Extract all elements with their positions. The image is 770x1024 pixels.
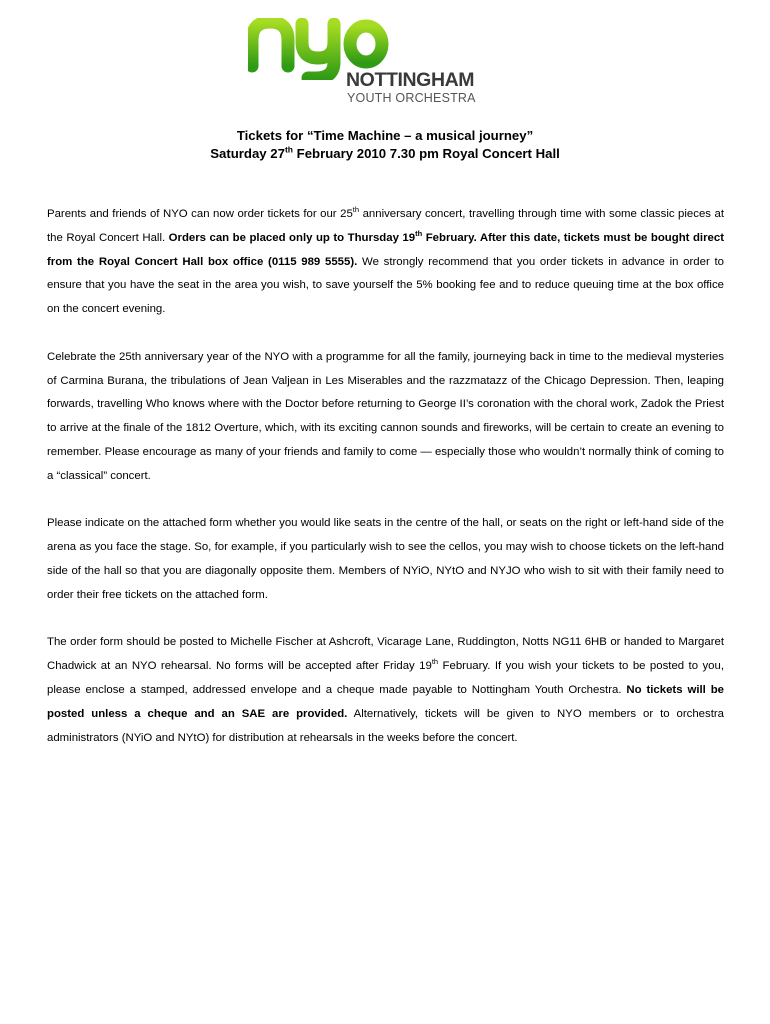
nyo-logo <box>248 18 488 106</box>
page-title: Tickets for “Time Machine – a musical journey” <box>236 128 534 143</box>
p1-deadline-b: February. After this date, tickets must be bought direct from the Royal Concert Hall box office (0115 989 5555). <box>47 231 724 268</box>
paragraph-ordering <box>47 203 724 322</box>
letter-body <box>47 203 724 774</box>
event-date-a: Saturday 27 <box>210 146 285 161</box>
logo-org-subtitle: YOUTH ORCHESTRA <box>347 91 476 105</box>
event-date-venue <box>0 146 770 161</box>
event-date-b: February 2010 7.30 pm Royal Concert Hall <box>293 146 560 161</box>
paragraph-seating: Please indicate on the attached form whether you would like seats in the centre of the hall, or seats on the right or left-hand side of the arena as you face the stage. So, for example, if you particularly wish to see the cellos, you may wish to choose tickets on the left-hand side of the hall so that you are diagonally opposite them. Members of NYiO, NYtO and NYJO who wish to sit with their family need to order their free tickets on the attached form. <box>47 517 724 601</box>
p1-deadline-a: Orders can be placed only up to Thursday 19 <box>168 231 416 244</box>
p4-text-a: The order form should be posted to Michelle Fischer at Ashcroft, Vicarage Lane, Ruddington, Notts NG11 6HB or handed to Margaret Chadwick at an NYO rehearsal. No forms will be accepted after Friday 19 <box>47 636 724 673</box>
event-date-sup: th <box>284 144 293 155</box>
logo-org-name: NOTTINGHAM <box>346 69 475 91</box>
p1-sup-2: th <box>415 228 423 238</box>
p4-sup: th <box>431 657 439 667</box>
p4-warning: No tickets will be posted unless a cheque and an SAE are provided. <box>47 683 724 720</box>
p1-text-a: Parents and friends of NYO can now order tickets for our 25 <box>47 208 353 220</box>
p4-text-b: February. If you wish your tickets to be posted to you, please enclose a stamped, addressed envelope and a cheque made payable to Nottingham Youth Orchestra. <box>47 660 724 696</box>
p1-text-b: anniversary concert, travelling through time with some classic pieces at the Royal Concert Hall. <box>47 208 724 244</box>
paragraph-programme: Celebrate the 25th anniversary year of the NYO with a programme for all the family, journeying back in time to the medieval mysteries of Carmina Burana, the tribulations of Jean Valjean in Les Miserables and the razzmatazz of the Chicago Depression. Then, leaping forwards, travelling Who knows where with the Doctor before returning to George II’s coronation with the choral work, Zadok the Priest to arrive at the finale of the 1812 Overture, which, with its exciting cannon sounds and fireworks, will be certain to create an evening to remember. Please encourage as many of your friends and family to come — especially those who wouldn’t normally think of coming to a “classical” concert. <box>47 350 724 482</box>
p1-sup-1: th <box>352 205 360 214</box>
paragraph-order-form <box>47 631 724 750</box>
p4-text-c: Alternatively, tickets will be given to NYO members or to orchestra administrators (NYiO and NYtO) for distribution at rehearsals in the weeks before the concert. <box>47 707 724 744</box>
p1-text-c: We strongly recommend that you order tickets in advance in order to ensure that you have the seat in the area you wish, to save yourself the 5% booking fee and to reduce queuing time at the box office on the concert evening. <box>47 255 724 316</box>
